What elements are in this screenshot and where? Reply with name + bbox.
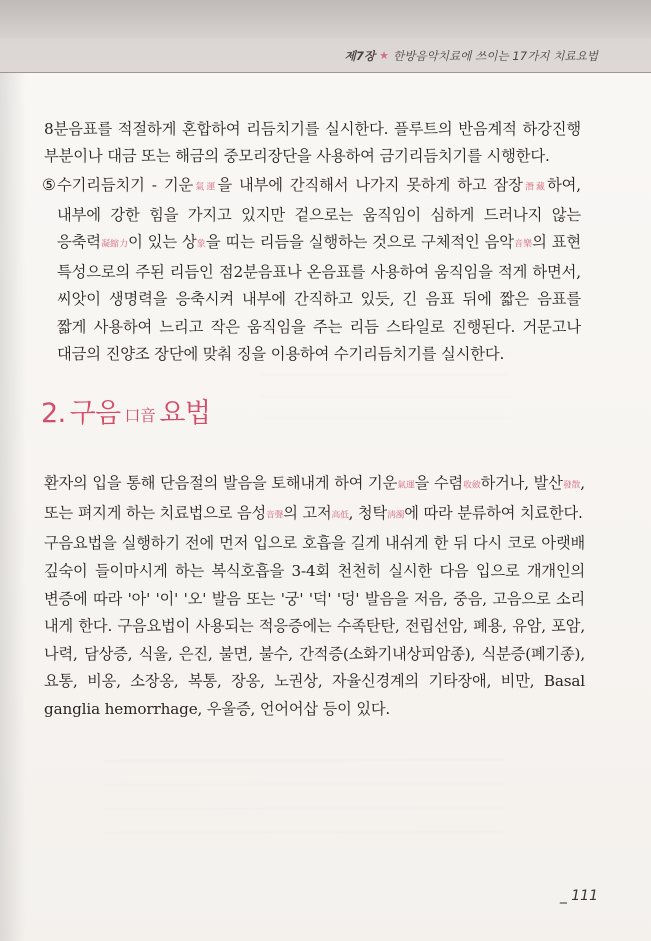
segment-text: 을 수렴 (414, 474, 464, 492)
section-title (41, 400, 210, 427)
star-icon: ★ (379, 49, 389, 62)
list-marker-5: ⑤ (42, 176, 56, 195)
hanja-gloss: 音聲 (266, 510, 284, 521)
segment-text: 하거나, 발산 (480, 474, 563, 492)
segment-text: , 청탁 (348, 504, 388, 523)
paragraph-guem-method: 구음요법을 실행하기 전에 먼저 입으로 호흡을 길게 내쉬게 한 뒤 다시 코로 아랫배 깊숙이 들이마시게 하는 복식호흡을 3-4회 천천히 실시한 다음 입으로 개개인의 변증에 따라 '아' '이' '오' 발음 또는 '궁' '덕' '덩' 발음을 저음, 중음, 고음으로 소리 내게 한다. 구음요법이 사용되는 적응증에는 수족탄탄, 전립선암, 폐용, 유암, 포암, 나력, 담상증, 식울, 은진, 불면, 불수, 간적증(소화기내상피암종), 식분증(폐기종), 요통, 비옹, 소장옹, 복통, 장옹, 노권상, 자율신경계의 기타장애, 비만, Basal ganglia hemorrhage, 우울증, 언어어삽 등이 있다. (44, 534, 585, 718)
chapter-number: 제7장 (344, 49, 376, 63)
section-number: 2. (41, 398, 66, 429)
segment-text: 을 띠는 리듬을 실행하는 것으로 구체적인 음악 (205, 233, 514, 252)
hanja-gloss: 氣運 (193, 182, 218, 193)
paragraph-rhythm-2 (57, 176, 581, 362)
spine-shadow (0, 0, 26, 941)
hanja-gloss: 象 (196, 239, 206, 250)
hanja-gloss: 收斂 (463, 480, 481, 491)
header-divider (0, 72, 651, 73)
segment-text: , 또는 펴지게 하는 치료법으로 음성 (44, 474, 585, 523)
section-title-hanja: 口音 (124, 406, 156, 425)
header-shade (0, 0, 651, 38)
hanja-gloss: 音樂 (513, 239, 533, 250)
hanja-gloss: 氣運 (397, 480, 415, 491)
segment-text: 이 있는 상 (128, 233, 197, 252)
segment-text: 환자의 입을 통해 단음절의 발음을 토해내게 하여 기운 (44, 474, 398, 492)
hanja-gloss: 淸濁 (387, 510, 405, 521)
paragraph-guem-intro (44, 470, 585, 530)
segment-text: 수기리듬치기 - 기운 (57, 176, 194, 195)
hanja-gloss: 潛藏 (522, 182, 548, 193)
segment-text: 하여, 내부에 강한 힘을 가지고 있지만 겉으로는 움직임이 심하게 드러나지 않는 응축력 (57, 176, 581, 252)
show-through-texture-bottom (104, 759, 504, 850)
paragraph-rhythm-1: 8분음표를 적절하게 혼합하여 리듬치기를 실시한다. 플루트의 반음계적 하강진행 부분이나 대금 또는 해금의 중모리장단을 사용하여 금기리듬치기를 시행한다. (44, 120, 581, 166)
page-number: _ 111 (559, 888, 598, 904)
list-item-5 (44, 172, 581, 368)
segment-text: 에 따라 분류하여 치료한다. (404, 504, 583, 523)
hanja-gloss: 凝縮力 (100, 239, 129, 250)
chapter-header (345, 48, 598, 64)
section-title-main: 구음 (69, 398, 121, 429)
segment-text: 의 고저 (283, 504, 332, 523)
hanja-gloss: 發散 (562, 480, 581, 491)
segment-text: 의 표현 특성으로의 주된 리듬인 점2분음표나 온음표를 사용하여 움직임을 적게 하면서, 씨앗이 생명력을 응축시켜 내부에 간직하고 있듯, 긴 음표 뒤에 짧은 음표를 짧게 사용하여 느리고 작은 움직임을 주는 리듬 스타일로 진행된다. 거문고나 대금의 진양조 장단에 맞춰 징을 이용하여 수기리듬치기를 실시한다. (57, 233, 582, 363)
hanja-gloss: 高低 (331, 510, 349, 521)
body-upper (44, 116, 581, 368)
section-title-suffix: 요법 (159, 398, 211, 429)
body-lower (44, 470, 585, 723)
segment-text: 을 내부에 간직해서 나가지 못하게 하고 잠장 (217, 176, 523, 195)
chapter-title: 한방음악치료에 쓰이는 17가지 치료요법 (392, 49, 598, 63)
